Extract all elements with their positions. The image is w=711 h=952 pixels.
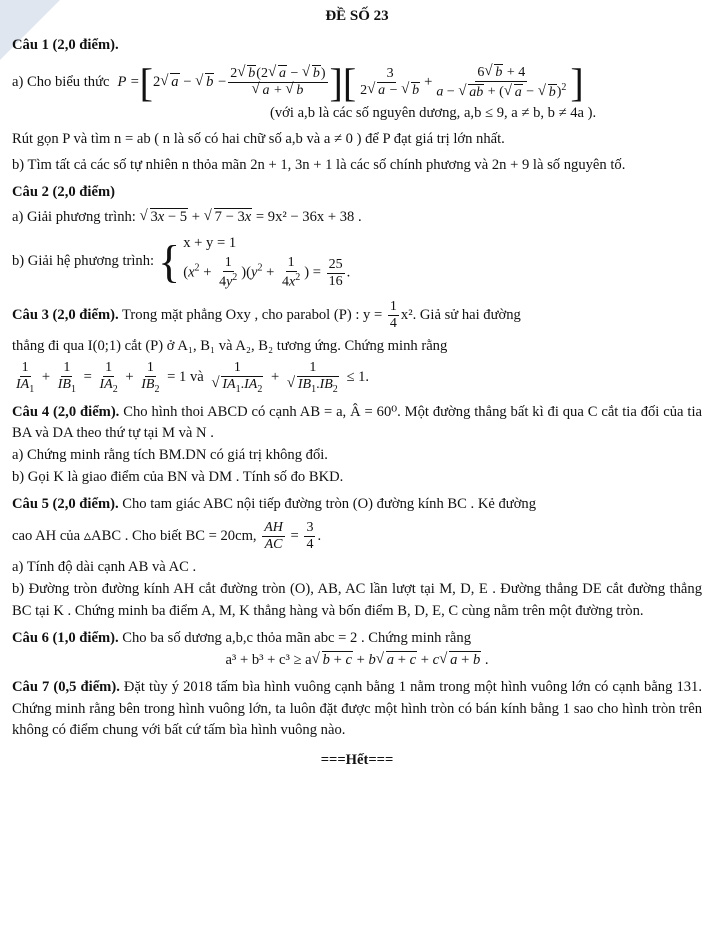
- system-line-1: x + y = 1: [183, 235, 237, 252]
- question-2a-equation-tail: = 9x² − 36x + 38 .: [255, 209, 362, 226]
- question-3-heading: Câu 3 (2,0 điểm).: [12, 307, 119, 324]
- exam-title: ĐỀ SỐ 23: [325, 8, 389, 24]
- question-3-formula: $\frac{1}{IA_1}$ + $\frac{1}{IB_1}$ = $\frac{1}{IA_2}$ + $\frac{1}{IB_2}$ = 1 và 1 √ $IA_1.IA_2$ + 1 √ $IB_1.IB_2$ ≤ 1.: [12, 360, 702, 395]
- question-2-heading: Câu 2 (2,0 điểm): [12, 183, 115, 200]
- question-3-text-1: Câu 3 (2,0 điểm). Trong mặt phẳng Oxy , cho parabol (P) : y = $\frac{1}{4}$ x². Giả sử hai đường: [12, 299, 521, 332]
- question-5-text-1: [12, 494, 702, 516]
- question-6-body: Cho ba số dương a,b,c thỏa mãn abc = 2 . Chứng minh rằng: [122, 629, 471, 646]
- question-2a-label: a) Giải phương trình:: [12, 209, 136, 226]
- question-6: [12, 628, 702, 672]
- question-5b: b) Đường tròn đường kính AH cắt đường tròn (O), AB, AC lần lượt tại M, D, E . Đường thẳng DE cắt đường thẳng BC tại K . Chứng minh ba điểm A, M, K thẳng hàng và bốn điểm B, D, E, C cùng nằm trên một đường tròn.: [12, 581, 702, 619]
- question-5: [12, 494, 702, 623]
- question-3-text-2: thẳng đi qua I(0;1) cắt (P) ở A₁, B₁ và A₂, B₂ tương ứng. Chứng minh rằng: [12, 338, 448, 355]
- question-3: [12, 299, 702, 395]
- question-5-heading: Câu 5 (2,0 điểm).: [12, 496, 119, 513]
- question-5-body-2: cao AH của ▵ABC . Cho biết BC = 20cm,: [12, 527, 257, 544]
- question-2a-equation: a) Giải phương trình: √ 3x − 5 + √ 7 − 3x = 9x² − 36x + 38 .: [12, 207, 702, 229]
- question-1b-text: b) Tìm tất cả các số tự nhiên n thỏa mãn 2n + 1, 3n + 1 là các số chính phương và 2n + 9 là số nguyên tố.: [12, 156, 626, 173]
- question-2b-system: b) Giải hệ phương trình: { x + y = 1 ($x^2$ + $\frac{1}{4y^2}$ )($y^2$ + $\frac{1}{4x^2}$ ) = $\frac{25}{16}$ .: [12, 235, 351, 290]
- question-4-body: Cho hình thoi ABCD có cạnh AB = a, Â = 60⁰. Một đường thẳng bất kì đi qua C cắt tia đối của tia BA và DA theo thứ tự tại M và N .: [12, 403, 702, 442]
- question-2b-label: b) Giải hệ phương trình:: [12, 253, 155, 270]
- question-5a: a) Tính độ dài cạnh AB và AC .: [12, 559, 197, 576]
- question-7-heading: Câu 7 (0,5 điểm).: [12, 678, 120, 695]
- question-6-inequality: a³ + b³ + c³ ≥ a√ b + c + b√ a + c + c√ a + b .: [12, 650, 702, 672]
- question-1-heading: Câu 1 (2,0 điểm).: [12, 37, 119, 53]
- question-7: [12, 677, 702, 743]
- question-4: [12, 402, 702, 490]
- system-line-2: ($x^2$ + $\frac{1}{4y^2}$ )($y^2$ + $\frac{1}{4x^2}$ ) = $\frac{25}{16}$ .: [183, 255, 351, 290]
- question-1: [12, 35, 702, 177]
- question-1a-label: a) Cho biểu thức: [12, 73, 110, 90]
- question-3-text-1-main: Trong mặt phẳng Oxy , cho parabol (P) : y =: [122, 307, 383, 324]
- question-3-and: và: [189, 369, 204, 386]
- question-7-body: Đặt tùy ý 2018 tấm bìa hình vuông cạnh bằng 1 nằm trong một hình vuông lớn có cạnh bằng 131. Chứng minh rằng bên trong hình vuông lớn, ta luôn đặt được một hình tròn có bán kính bằng 1 sao cho hình tròn trên không có điểm chung với bất cứ tấm bìa hình vuông nào.: [12, 678, 702, 739]
- question-6-inequality-left: a³ + b³ + c³ ≥ a: [225, 651, 312, 668]
- question-5-text-2: cao AH của ▵ABC . Cho biết BC = 20cm, $\frac{AH}{AC}$ = $\frac{3}{4}$ .: [12, 520, 322, 553]
- question-1a-condition: (với a,b là các số nguyên dương, a,b ≤ 9, a ≠ b, b ≠ 4a ).: [270, 104, 597, 121]
- question-3-text-1-tail: x². Giả sử hai đường: [400, 307, 521, 324]
- question-7-text: [12, 677, 702, 743]
- question-2: [12, 182, 702, 292]
- question-1a-expression: a) Cho biểu thức P = [ 2√ a − √ b − 2√ b(2√ a − √ b) √ a + √ b ][ $\frac{3}{2√ a - √ b}$ + $\frac{6√ b + 4}{a - √ ab + (√ a - √ b)^2}$ ]: [12, 63, 702, 103]
- exam-footer: ===Hết===: [320, 752, 394, 769]
- question-4a: a) Chứng minh rằng tích BM.DN có giá trị không đổi.: [12, 447, 328, 464]
- question-1a-task: Rút gọn P và tìm n = ab ( n là số có hai chữ số a,b và a ≠ 0 ) để P đạt giá trị lớn nhất.: [12, 130, 505, 147]
- question-4-heading: Câu 4 (2,0 điểm).: [12, 403, 120, 420]
- exam-page: [12, 6, 702, 769]
- question-4b: b) Gọi K là giao điểm của BN và DM . Tính số đo BKD.: [12, 469, 344, 486]
- question-6-heading: Câu 6 (1,0 điểm).: [12, 629, 119, 646]
- question-6-text: [12, 628, 702, 650]
- question-5-body-1: Cho tam giác ABC nội tiếp đường tròn (O) đường kính BC . Kẻ đường: [122, 496, 537, 513]
- question-4-text: [12, 402, 702, 446]
